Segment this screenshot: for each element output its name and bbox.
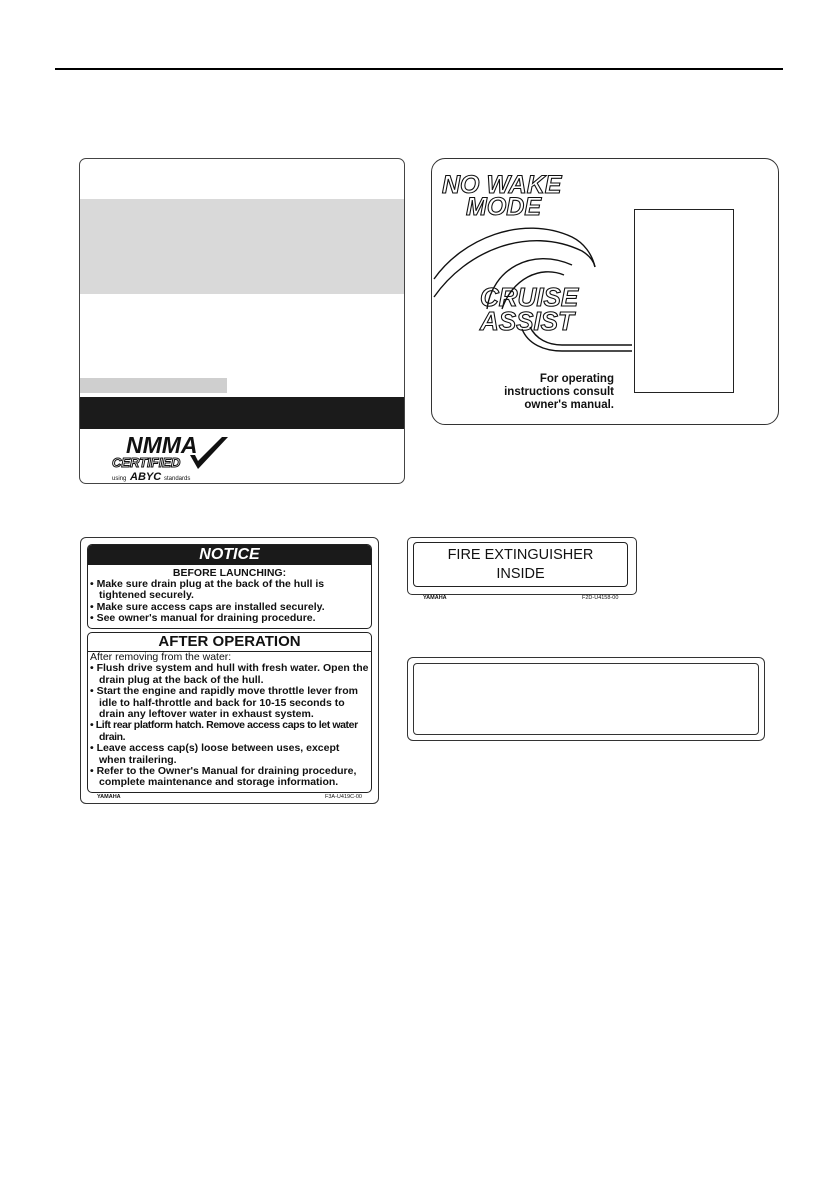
blank-label-inner [413, 663, 759, 735]
instructions-line: owner's manual. [524, 399, 614, 411]
gray-band [80, 199, 404, 294]
after-item: • Refer to the Owner's Manual for draining procedure, complete maintenance and storage information. [90, 765, 357, 789]
fire-extinguisher-label [407, 537, 637, 601]
fire-label-inner [413, 542, 628, 587]
after-item: • Leave access cap(s) loose between uses, except when trailering. [90, 742, 340, 766]
nmma-logo-text: NMMA [126, 432, 198, 458]
part-number: F3A-U419C-00 [325, 794, 362, 800]
fire-line-1: FIRE EXTINGUISHER [447, 547, 594, 563]
using-text: using [112, 476, 127, 482]
before-launching-title: BEFORE LAUNCHING: [172, 567, 287, 579]
cruise-assist-label [431, 158, 779, 425]
after-intro: After removing from the water: [90, 651, 232, 663]
brand-text: YAMAHA [97, 794, 121, 800]
blank-label [407, 657, 765, 741]
fire-line-2: INSIDE [496, 566, 545, 582]
instructions-line: instructions consult [504, 386, 614, 398]
after-item: • Lift rear platform hatch. Remove access caps to let water drain. [90, 719, 358, 743]
no-wake-text: NO WAKE [442, 171, 562, 199]
notice-label [80, 537, 379, 804]
standards-text: standards [164, 476, 191, 482]
instructions-line: For operating [539, 373, 614, 385]
brand-text: YAMAHA [423, 595, 447, 601]
fire-label-frame [407, 537, 637, 595]
after-operation-header: AFTER OPERATION [88, 633, 371, 652]
black-band [80, 397, 404, 429]
before-item: • Make sure drain plug at the back of the hull is tightened securely. [90, 578, 325, 602]
mode-text: MODE [466, 193, 541, 221]
before-launching-panel [87, 544, 372, 629]
notice-header: NOTICE [88, 545, 371, 565]
after-item: • Flush drive system and hull with fresh water. Open the drain plug at the back of the hull. [90, 662, 369, 686]
nmma-logo [106, 431, 306, 483]
display-window [634, 209, 734, 393]
before-item: • Make sure access caps are installed securely. [90, 600, 325, 613]
certified-text: CERTIFIED [112, 455, 181, 470]
after-item: • Start the engine and rapidly move throttle lever from idle to half-throttle and back for 10-15 seconds to drain any leftover water in exhaust system. [90, 685, 358, 721]
instructions-text [444, 373, 614, 412]
part-number: F2D-U4158-00 [582, 595, 619, 601]
before-item: • See owner's manual for draining procedure. [90, 612, 316, 625]
abyc-text: ABYC [130, 471, 162, 483]
header-rule [55, 68, 783, 70]
after-operation-panel [87, 632, 372, 793]
assist-text: ASSIST [480, 306, 574, 336]
nmma-certification-label [79, 158, 405, 484]
small-gray-bar [80, 378, 227, 393]
cruise-text: CRUISE [480, 282, 579, 312]
